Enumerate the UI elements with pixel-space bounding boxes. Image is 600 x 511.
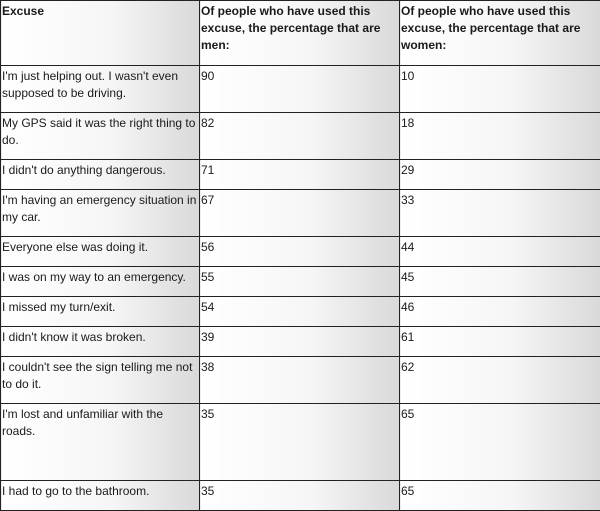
excuse-cell: Everyone else was doing it. bbox=[1, 237, 200, 267]
men-percentage-cell: 82 bbox=[200, 113, 400, 160]
women-percentage-cell: 18 bbox=[400, 113, 600, 160]
table-row bbox=[1, 297, 600, 327]
header-men-percentage: Of people who have used this excuse, the percentage that are men: bbox=[200, 1, 400, 66]
table-row bbox=[1, 327, 600, 357]
excuse-cell: I missed my turn/exit. bbox=[1, 297, 200, 327]
men-percentage-cell: 90 bbox=[200, 66, 400, 113]
men-percentage-cell: 35 bbox=[200, 481, 400, 511]
men-percentage-cell: 35 bbox=[200, 404, 400, 481]
table-row bbox=[1, 113, 600, 160]
header-women-percentage: Of people who have used this excuse, the percentage that are women: bbox=[400, 1, 600, 66]
men-percentage-cell: 55 bbox=[200, 267, 400, 297]
men-percentage-cell: 38 bbox=[200, 357, 400, 404]
table-row bbox=[1, 357, 600, 404]
excuse-cell: I'm just helping out. I wasn't even supposed to be driving. bbox=[1, 66, 200, 113]
excuse-cell: I didn't do anything dangerous. bbox=[1, 160, 200, 190]
men-percentage-cell: 39 bbox=[200, 327, 400, 357]
women-percentage-cell: 33 bbox=[400, 190, 600, 237]
women-percentage-cell: 65 bbox=[400, 404, 600, 481]
excuse-cell: I'm lost and unfamiliar with the roads. bbox=[1, 404, 200, 481]
table-row bbox=[1, 190, 600, 237]
excuse-cell: My GPS said it was the right thing to do. bbox=[1, 113, 200, 160]
women-percentage-cell: 65 bbox=[400, 481, 600, 511]
women-percentage-cell: 29 bbox=[400, 160, 600, 190]
excuse-cell: I was on my way to an emergency. bbox=[1, 267, 200, 297]
men-percentage-cell: 54 bbox=[200, 297, 400, 327]
excuse-cell: I couldn't see the sign telling me not to do it. bbox=[1, 357, 200, 404]
women-percentage-cell: 44 bbox=[400, 237, 600, 267]
table-row bbox=[1, 481, 600, 511]
women-percentage-cell: 45 bbox=[400, 267, 600, 297]
header-excuse: Excuse bbox=[1, 1, 200, 66]
women-percentage-cell: 62 bbox=[400, 357, 600, 404]
table-row bbox=[1, 237, 600, 267]
women-percentage-cell: 46 bbox=[400, 297, 600, 327]
header-row bbox=[1, 1, 600, 66]
excuse-cell: I'm having an emergency situation in my car. bbox=[1, 190, 200, 237]
men-percentage-cell: 71 bbox=[200, 160, 400, 190]
excuse-cell: I had to go to the bathroom. bbox=[1, 481, 200, 511]
women-percentage-cell: 61 bbox=[400, 327, 600, 357]
excuse-cell: I didn't know it was broken. bbox=[1, 327, 200, 357]
table-row bbox=[1, 267, 600, 297]
men-percentage-cell: 67 bbox=[200, 190, 400, 237]
women-percentage-cell: 10 bbox=[400, 66, 600, 113]
table-row bbox=[1, 66, 600, 113]
table-row bbox=[1, 404, 600, 481]
men-percentage-cell: 56 bbox=[200, 237, 400, 267]
table-row bbox=[1, 160, 600, 190]
